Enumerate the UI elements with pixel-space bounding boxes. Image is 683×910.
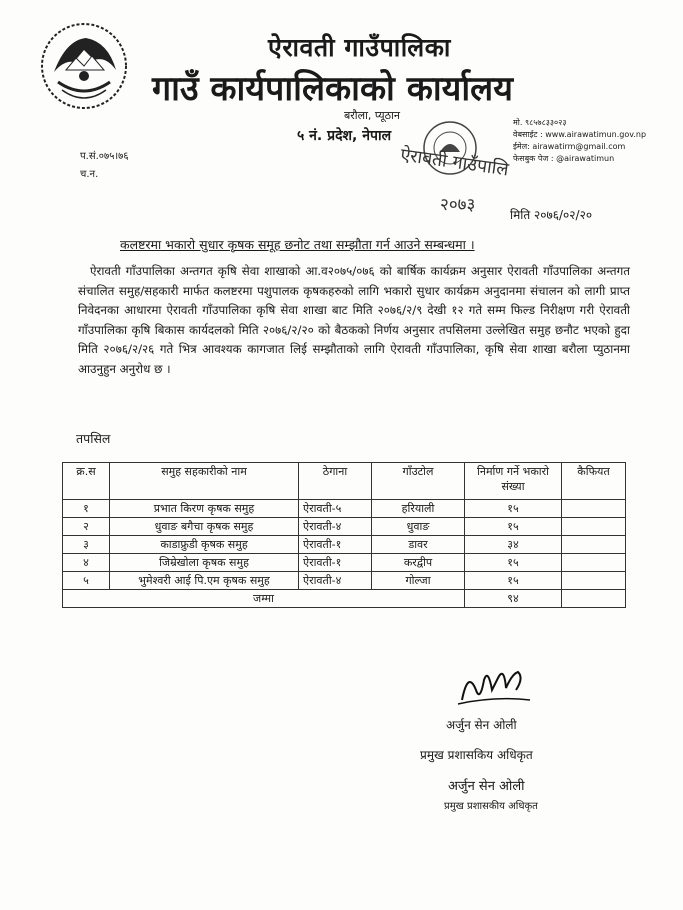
table-header-row — [63, 463, 626, 500]
contact-email: ईमेल: airawatirm@gmail.com — [513, 142, 626, 151]
cell-remarks — [562, 518, 626, 536]
stamp-text: ऐरावती गाउँपालि — [398, 144, 510, 181]
contact-website: वेबसाईट : www.airawatimun.gov.np — [513, 130, 647, 139]
table-row — [63, 536, 626, 554]
cell-remarks — [562, 500, 626, 518]
cell-count: १५ — [465, 500, 562, 518]
government-emblem — [36, 20, 132, 112]
cell-address: ऐरावती-१ — [299, 536, 372, 554]
cell-tole: करद्वीप — [372, 554, 465, 572]
total-value: ९४ — [465, 590, 562, 608]
signatory-title: प्रमुख प्रशासकिय अधिकृत — [420, 748, 533, 762]
tapsil-label: तपसिल — [76, 431, 111, 446]
signatory-stamp-title: प्रमुख प्रशासकीय अधिकृत — [444, 801, 538, 812]
cell-sn: १ — [63, 500, 110, 518]
cell-name: काडाफ्रुडी कृषक समुह — [110, 536, 299, 554]
table-total-row — [63, 590, 626, 608]
stamp-year: २०७३ — [440, 195, 476, 215]
cell-count: १५ — [465, 572, 562, 590]
office-name: गाउँ कार्यपालिकाको कार्यालय — [152, 69, 513, 109]
col-header-sn: क्र.स — [63, 463, 110, 500]
cell-tole: धुवाङ — [372, 518, 465, 536]
cell-name: धुवाङ बगैचा कृषक समुह — [110, 518, 299, 536]
col-header-tole: गाँउटोल — [372, 463, 465, 500]
cell-sn: ४ — [63, 554, 110, 572]
col-header-remarks: कैफियत — [562, 463, 626, 500]
signatory-stamp-name: अर्जुन सेन ओली — [448, 779, 525, 794]
col-header-count: निर्माण गर्ने भकारो संख्या — [465, 463, 562, 500]
table-row — [63, 572, 626, 590]
cell-tole: डावर — [372, 536, 465, 554]
table-row — [63, 500, 626, 518]
col-header-address: ठेगाना — [299, 463, 372, 500]
cell-sn: ३ — [63, 536, 110, 554]
body-paragraph: ऐरावती गाँउपालिका अन्तगत कृषि सेवा शाखाको आ.व२०७५/०७६ को बार्षिक कार्यक्रम अनुसार ऐरावती गाँउपालिका अन्तगत संचालित समुह/सहकारी मार्फत कलष्टरमा पशुपालक कृषकहरुको लागि भकारो सुधार कार्यक्रम अनुदानमा संचालन को लागी प्राप्त निवेदनका आधारमा ऐरावती गाँउपालिका कृषि सेवा शाखा बाट मिति २०७६/२/९ देखी १२ गते सम्म फिल्ड निरीक्षण गरी ऐरावती गाँउपालिका कृषि बिकास कार्यदलको मिति २०७६/२/२० को बैठकको निर्णय अनुसार तपसिलमा उल्लेखित समुह छनौट भएको हुदा मिति २०७६/२/२६ गते भित्र आवश्यक कागजात लिई सम्झौताको लागि ऐरावती गाँउपालिका, कृषि सेवा शाखा बरौला प्युठानमा आउनुहुन अनुरोध छ । — [78, 264, 630, 376]
col-header-name: समुह सहकारीको नाम — [110, 463, 299, 500]
cell-address: ऐरावती-४ — [299, 518, 372, 536]
cell-remarks — [562, 536, 626, 554]
cell-name: भुमेश्वरी आई पि.एम कृषक समुह — [110, 572, 299, 590]
cell-tole: हरियाली — [372, 500, 465, 518]
cell-remarks — [562, 572, 626, 590]
letter-date: मिति २०७६/०२/२० — [510, 208, 593, 222]
table-row — [63, 554, 626, 572]
address-line-2: ५ नं. प्रदेश, नेपाल — [297, 128, 392, 144]
cell-name: प्रभात किरण कृषक समुह — [110, 500, 299, 518]
municipality-name: ऐरावती गाउँपालिका — [268, 33, 451, 62]
cell-address: ऐरावती-४ — [299, 572, 372, 590]
cell-remarks — [562, 554, 626, 572]
cell-address: ऐरावती-५ — [299, 500, 372, 518]
contact-block — [513, 117, 646, 165]
groups-table — [62, 462, 626, 608]
cell-sn: ५ — [63, 572, 110, 590]
contact-phone: मो. ९८५७८३३०२३ — [513, 118, 567, 127]
cell-address: ऐरावती-१ — [299, 554, 372, 572]
cell-count: १५ — [465, 518, 562, 536]
patra-sankhya: प.सं.०७५।७६ — [80, 151, 129, 162]
cell-sn: २ — [63, 518, 110, 536]
total-label: जम्मा — [63, 590, 465, 608]
cell-count: १५ — [465, 554, 562, 572]
subject-line: कलष्टरमा भकारो सुधार कृषक समूह छनोट तथा सम्झौता गर्न आउने सम्बन्धमा । — [120, 237, 475, 252]
cell-count: ३४ — [465, 536, 562, 554]
total-remarks — [562, 590, 626, 608]
table-row — [63, 518, 626, 536]
signatory-name: अर्जुन सेन ओली — [446, 718, 517, 732]
chalani-number: च.न. — [80, 169, 99, 180]
signature-icon — [454, 660, 534, 710]
cell-tole: गोल्जा — [372, 572, 465, 590]
reference-block — [80, 148, 129, 184]
address-line-1: बरौला, प्यूठान — [344, 109, 400, 122]
contact-facebook: फेसबुक पेज : @airawatimun — [513, 154, 615, 163]
cell-name: जिम्रेखोला कृषक समुह — [110, 554, 299, 572]
